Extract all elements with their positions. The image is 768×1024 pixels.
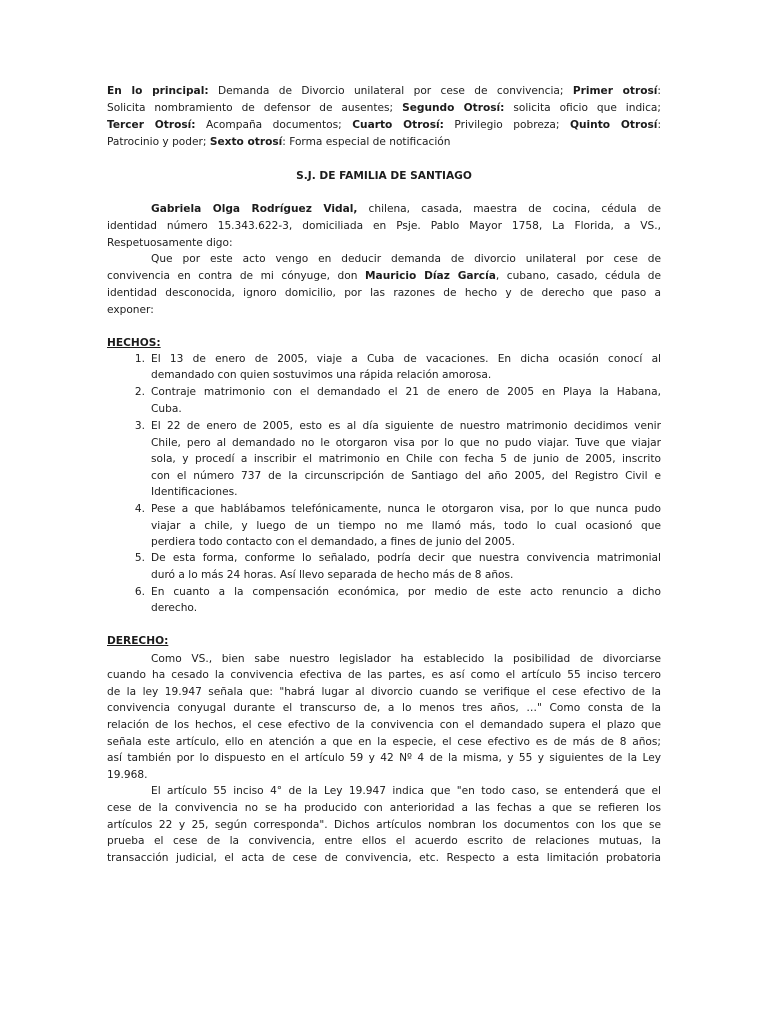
hechos-item-line: derecho.: [151, 602, 198, 614]
hechos-item-line: Contraje matrimonio con el demandado el 21 de enero de 2005 en Playa la Habana,: [151, 386, 661, 398]
summary-otrosi-label: Primer otrosí: [572, 85, 658, 97]
hechos-item-number: 4.: [134, 503, 145, 515]
derecho-p1-line: de la ley 19.947 señala que: "habrá lugar al divorcio cuando se verifique el cese efectivo de la: [107, 686, 661, 698]
hechos-item-line: Identificaciones.: [151, 486, 238, 498]
derecho-p2-line: cese de la convivencia no se ha producido con anterioridad a las fechas a que se refieren los: [107, 802, 661, 814]
derecho-p1-line: así también por lo dispuesto en el artículo 59 y 42 Nº 4 de la misma, y 55 y siguientes de la Ley: [107, 752, 661, 764]
summary-otrosi-label: Sexto otrosí: [209, 136, 283, 148]
hechos-item-line: sola, y procedí a inscribir el matrimonio en Chile con fecha 5 de junio de 2005, inscrito: [151, 453, 661, 465]
defendant-name: Mauricio Díaz García: [365, 270, 496, 282]
hechos-item-line: viajar a chile, y luego de un tiempo no me llamó más, todo lo cual ocasionó que: [151, 520, 661, 532]
summary-otrosi-label: Quinto Otrosí: [570, 119, 658, 131]
summary-text: :: [657, 119, 662, 131]
hechos-item-line: demandado con quien sostuvimos una rápida relación amorosa.: [151, 369, 492, 381]
hechos-item-number: 2.: [134, 386, 145, 398]
intro-line-4: Que por este acto vengo en deducir demanda de divorcio unilateral por cese de: [151, 253, 661, 265]
hechos-item-line: Chile, pero al demandado no le otorgaron visa por lo que no pudo viajar. Tuve que viajar: [151, 437, 661, 449]
summary-text: Demanda de Divorcio unilateral por cese de convivencia;: [208, 85, 573, 97]
hechos-item-line: perdiera todo contacto con el demandado, a fines de junio del 2005.: [151, 536, 515, 548]
plaintiff-name: Gabriela Olga Rodríguez Vidal,: [151, 203, 358, 215]
summary-line-3: [107, 118, 661, 132]
hechos-item-line: En cuanto a la compensación económica, por medio de este acto renuncio a dicho: [151, 586, 661, 598]
derecho-p2-line: El artículo 55 inciso 4° de la Ley 19.947 indica que "en todo caso, se entenderá que el: [151, 785, 661, 797]
derecho-p1-line: convivencia conyugal durante el transcurso de, a lo menos tres años, …" Como consta de la: [107, 702, 661, 714]
derecho-p2-line: artículos 22 y 25, según corresponda". Dichos artículos nombran los documentos con los que se: [107, 819, 661, 831]
hechos-item-number: 3.: [134, 420, 145, 432]
derecho-p1-line: relación de los hechos, el cese efectivo de la convivencia con el demandado supera el plazo que: [107, 719, 661, 731]
summary-otrosi-label: Tercer Otrosí:: [107, 119, 196, 131]
derecho-p1-line: cuando ha cesado la convivencia efectiva de las partes, es así como el artículo 55 inciso tercero: [107, 669, 661, 681]
hechos-item-line: duró a lo más 24 horas. Así llevo separada de hecho más de 8 años.: [151, 569, 514, 581]
summary-principal-label: En lo principal:: [107, 85, 209, 97]
intro-text: , cubano, casado, cédula de: [495, 270, 662, 282]
summary-text: solicita oficio que indica;: [504, 102, 661, 114]
summary-text: Patrocinio y poder;: [107, 136, 210, 148]
hechos-item-number: 6.: [134, 586, 145, 598]
hechos-item-line: Cuba.: [151, 403, 182, 415]
summary-text: :: [657, 85, 661, 97]
intro-text: chilena, casada, maestra de cocina, cédula de: [357, 203, 661, 215]
derecho-p1-line: 19.968.: [107, 769, 148, 781]
hechos-item-number: 5.: [134, 552, 145, 564]
hechos-item-number: 1.: [134, 353, 145, 365]
summary-line-1: [107, 84, 661, 98]
intro-line-1: [151, 202, 661, 216]
derecho-heading: DERECHO:: [107, 635, 169, 647]
summary-text: Acompaña documentos;: [195, 119, 353, 131]
summary-otrosi-label: Cuarto Otrosí:: [352, 119, 444, 131]
hechos-item-line: con el número 737 de la circunscripción de Santiago del año 2005, del Registro Civil e: [151, 470, 661, 482]
summary-text: : Forma especial de notificación: [282, 136, 451, 148]
intro-line-3: Respetuosamente digo:: [107, 237, 233, 249]
intro-line-7: exponer:: [107, 304, 154, 316]
hechos-item-line: Pese a que hablábamos telefónicamente, nunca le otorgaron visa, por lo que nunca pudo: [151, 503, 661, 515]
intro-line-6: identidad desconocida, ignoro domicilio, por las razones de hecho y de derecho que paso a: [107, 287, 661, 299]
hechos-item-line: El 13 de enero de 2005, viaje a Cuba de vacaciones. En dicha ocasión conocí al: [151, 353, 661, 365]
intro-line-5: [107, 269, 661, 283]
summary-line-4: [107, 135, 661, 149]
court-heading: S.J. DE FAMILIA DE SANTIAGO: [296, 170, 472, 182]
summary-text: Privilegio pobreza;: [443, 119, 570, 131]
hechos-item-line: El 22 de enero de 2005, esto es al día siguiente de nuestro matrimonio decidimos venir: [151, 420, 661, 432]
hechos-item-line: De esta forma, conforme lo señalado, podría decir que nuestra convivencia matrimonial: [151, 552, 661, 564]
summary-otrosi-label: Segundo Otrosí:: [402, 102, 505, 114]
derecho-p1-line: Como VS., bien sabe nuestro legislador ha establecido la posibilidad de divorciarse: [151, 653, 661, 665]
summary-line-2: [107, 101, 661, 115]
intro-text: convivencia en contra de mi cónyuge, don: [107, 270, 365, 282]
derecho-p2-line: prueba el cese de la convivencia, entre ellos el acuerdo escrito de relaciones mutuas, la: [107, 835, 661, 847]
derecho-p1-line: señala este artículo, ello en atención a que en la especie, el cese efectivo es de más de 8 años;: [107, 736, 661, 748]
summary-text: Solicita nombramiento de defensor de ausentes;: [107, 102, 403, 114]
derecho-p2-line: transacción judicial, el acta de cese de convivencia, etc. Respecto a esta limitación probatoria: [107, 852, 661, 864]
hechos-heading: HECHOS:: [107, 337, 161, 349]
intro-line-2: identidad número 15.343.622-3, domiciliada en Psje. Pablo Mayor 1758, La Florida, a VS.,: [107, 220, 661, 232]
